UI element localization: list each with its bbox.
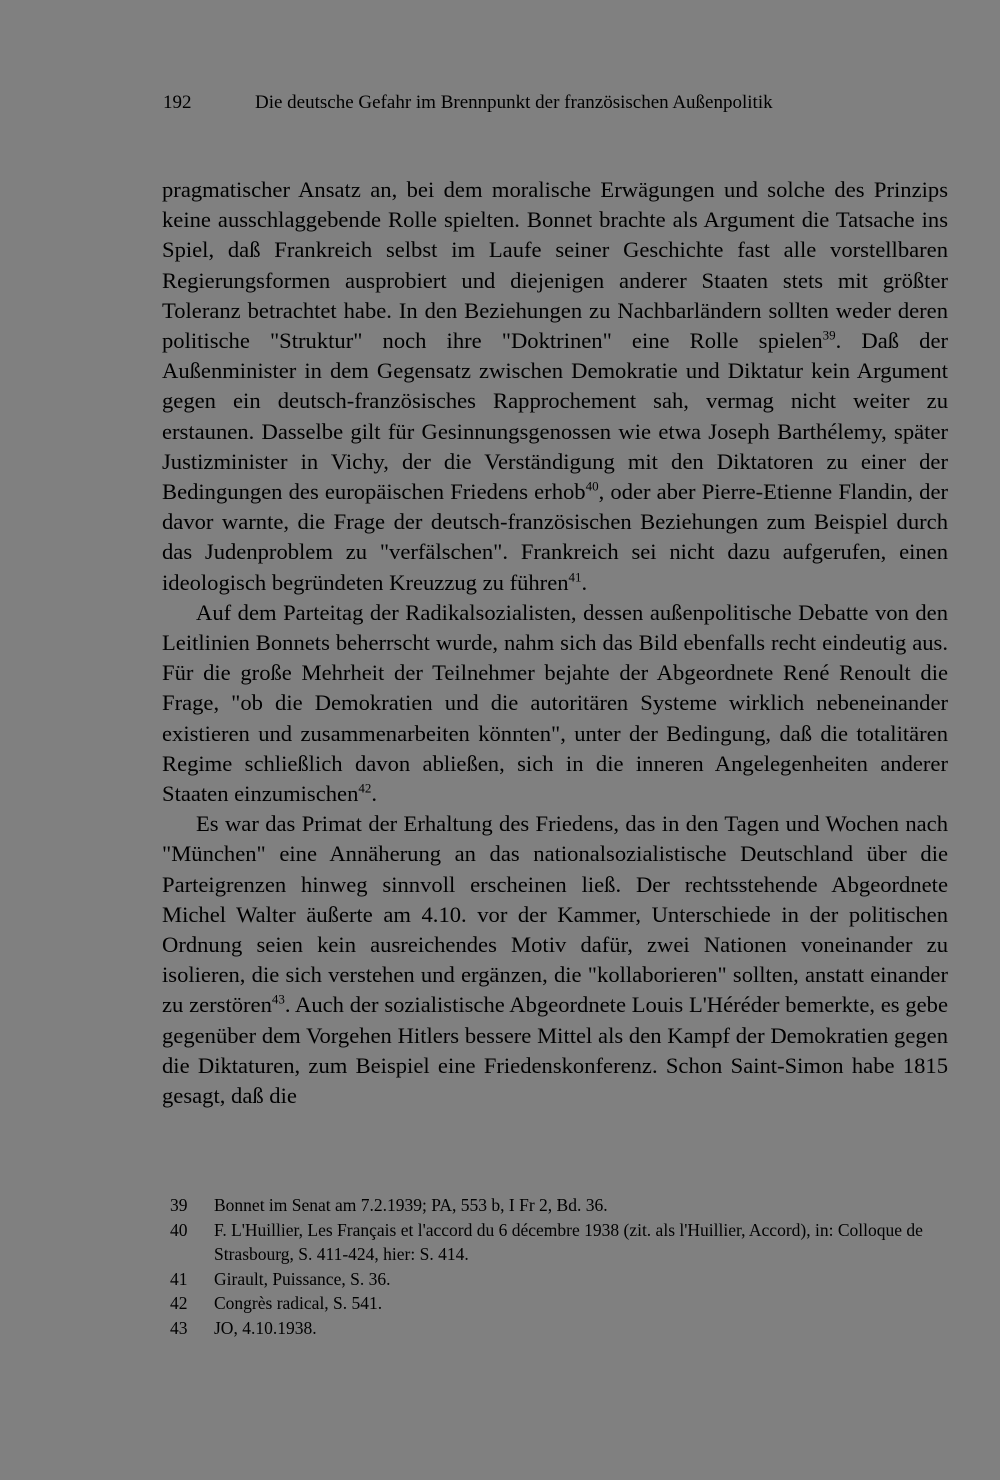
footnote-number: 39 xyxy=(170,1195,188,1215)
footnote-number: 41 xyxy=(170,1268,188,1289)
paragraph-2 xyxy=(162,598,948,809)
footnote xyxy=(170,1218,950,1267)
footnote-ref-43: 43 xyxy=(271,991,285,1007)
footnote-ref-42: 42 xyxy=(358,780,372,796)
paragraph-text: . Auch der sozialistische Abgeordnete Louis L'Héréder bemerkte, es gebe gegenüber dem Vorgehen Hitlers bessere Mittel als den Kampf der Demokratien gegen die Diktaturen, zum Beispiel eine Friedenskonferenz. Schon Saint-Simon habe 1815 gesagt, daß die xyxy=(162,992,948,1109)
page-number: 192 xyxy=(163,92,192,113)
footnote xyxy=(170,1316,950,1341)
paragraph-text: . xyxy=(371,781,378,807)
paragraph-text: Auf dem Parteitag der Radikalsozialisten, dessen außenpolitische Debatte von den Leitlinien Bonnets beherrscht wurde, nahm sich das Bild ebenfalls recht eindeutig aus. Für die große Mehrheit der Teilnehmer bejahte der Abgeordnete René Renoult die Frage, "ob die Demokratien und die autoritären Systeme wirklich nebeneinander existieren und zusammenarbeiten könnten", unter der Bedingung, daß die totalitären Regime schließlich davon abließen, sich in die inneren Angelegenheiten anderer Staaten einzumischen xyxy=(162,599,948,807)
main-text xyxy=(162,175,948,1111)
paragraph-text: pragmatischer Ansatz an, bei dem moralische Erwägungen und solche des Prinzips keine ausschlaggebende Rolle spielten. Bonnet brachte als Argument die Tatsache ins Spiel, daß Frankreich selbst im Laufe seiner Geschichte fast alle vorstellbaren Regierungsformen ausprobiert und diejenigen anderer Staaten stets mit größter Toleranz betrachtet habe. In den Beziehungen zu Nachbarländern sollten weder deren politische "Struktur" noch ihre "Doktrinen" eine Rolle spielen xyxy=(162,177,948,354)
paragraph-text: . xyxy=(581,569,588,595)
paragraph-3 xyxy=(162,809,948,1111)
footnote-ref-41: 41 xyxy=(568,569,582,585)
footnotes xyxy=(170,1193,950,1340)
footnote xyxy=(170,1291,950,1316)
footnote-ref-39: 39 xyxy=(822,327,836,343)
footnote-ref-40: 40 xyxy=(585,478,599,494)
footnote xyxy=(170,1267,950,1292)
footnote-text: JO, 4.10.1938. xyxy=(214,1317,317,1338)
footnote-number: 42 xyxy=(170,1293,188,1313)
footnote-text: Congrès radical, S. 541. xyxy=(214,1293,383,1313)
running-title: Die deutsche Gefahr im Brennpunkt der französischen Außenpolitik xyxy=(255,92,773,113)
paragraph-text: , oder aber Pierre-Etienne Flandin, der davor warnte, die Frage der deutsch-französischen Beziehungen zum Beispiel durch das Judenproblem zu "verfälschen". Frankreich sei nicht dazu aufgerufen, einen ideologisch begründeten Kreuzzug zu führen xyxy=(162,479,948,595)
footnote-text: Girault, Puissance, S. 36. xyxy=(214,1268,391,1289)
footnote-text: F. L'Huillier, Les Français et l'accord du 6 décembre 1938 (zit. als l'Huillier, Accord), in: Colloque de Strasbourg, S. 411-424, hier: S. 414. xyxy=(214,1219,923,1264)
footnote-number: 43 xyxy=(170,1317,188,1338)
paragraph-text: . Daß der Außenminister in dem Gegensatz zwischen Demokratie und Diktatur kein Argument gegen ein deutsch-französisches Rapprochement sah, vermag nicht weiter zu erstaunen. Dasselbe gilt für Gesinnungsgenossen wie etwa Joseph Barthélemy, später Justizminister in Vichy, der die Verständigung mit den Diktatoren zu einer der Bedingungen des europäischen Friedens erhob xyxy=(162,328,948,505)
footnote xyxy=(170,1193,950,1218)
paragraph-1 xyxy=(162,175,948,598)
footnote-text: Bonnet im Senat am 7.2.1939; PA, 553 b, I Fr 2, Bd. 36. xyxy=(214,1195,608,1215)
footnote-number: 40 xyxy=(170,1219,188,1240)
paragraph-text: Es war das Primat der Erhaltung des Friedens, das in den Tagen und Wochen nach "München" eine Annäherung an das nationalsozialistische Deutschland über die Parteigrenzen hinweg sinnvoll erscheinen ließ. Der rechtsstehende Abgeordnete Michel Walter äußerte am 4.10. vor der Kammer, Unterschiede in der politischen Ordnung seien kein ausreichendes Motiv dafür, zwei Nationen voneinander zu isolieren, die sich verstehen und ergänzen, die "kollaborieren" sollten, anstatt einander zu zerstören xyxy=(162,811,948,1018)
